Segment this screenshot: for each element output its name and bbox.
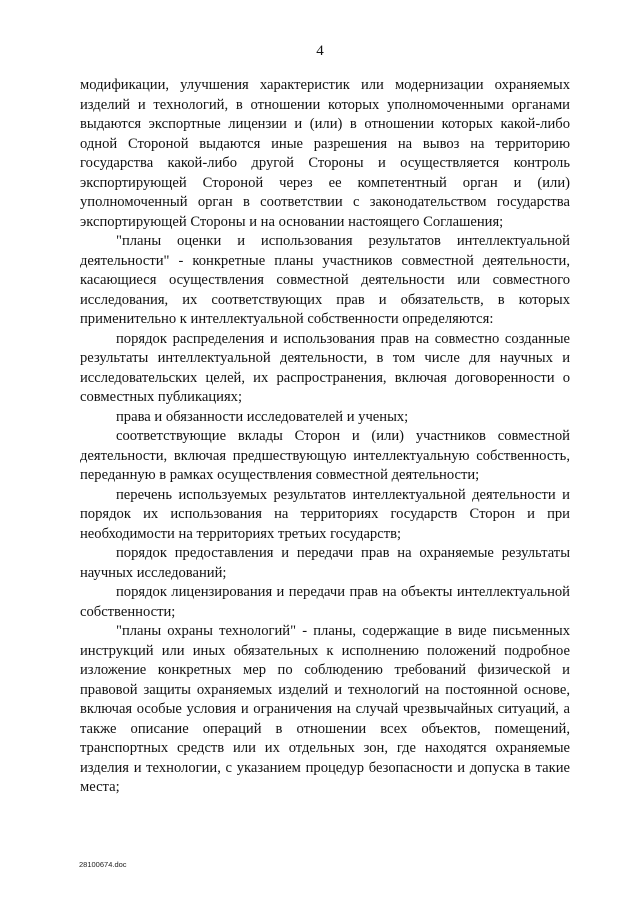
page-number: 4: [316, 43, 324, 59]
paragraph-licensing: порядок лицензирования и передачи прав на объекты интеллектуальной собственности;: [80, 584, 570, 620]
footer-filename: 28100674.doc: [79, 860, 127, 869]
paragraph-ip-plans-definition: "планы оценки и использования результатов интеллектуальной деятельности" - конкретные планы участников совместной деятельности, касающиеся осуществления совместной деятельности или совместного исследования, их соответствующих прав и обязательств, в которых применительно к интеллектуальной собственности определяются:: [80, 233, 570, 327]
paragraph-researcher-rights: права и обязанности исследователей и ученых;: [116, 408, 409, 425]
document-body: [80, 76, 570, 798]
paragraph-rights-transfer: порядок предоставления и передачи прав на охраняемые результаты научных исследований;: [80, 545, 570, 581]
paragraph-results-list: перечень используемых результатов интеллектуальной деятельности и порядок их использования на территориях государств Сторон и при необходимости на территориях третьих государств;: [80, 486, 570, 542]
paragraph-contributions: соответствующие вклады Сторон и (или) участников совместной деятельности, включая предшествующую интеллектуальную собственность, переданную в рамках осуществления совместной деятельности;: [80, 428, 570, 483]
paragraph-tech-protection-plans: "планы охраны технологий" - планы, содержащие в виде письменных инструкций или иных обязательных к исполнению положений подробное изложение конкретных мер по соблюдению требований физической и правовой защиты охраняемых изделий и технологий на постоянной основе, включая особые условия и ограничения на случай чрезвычайных ситуаций, а также описание операций в отношении всех объектов, помещений, транспортных средств или их отдельных зон, где находятся охраняемые изделия и технологии, с указанием процедур безопасности и допуска в такие места;: [80, 623, 570, 795]
paragraph-rights-distribution: порядок распределения и использования прав на совместно созданные результаты интеллектуальной деятельности, в том числе для научных и исследовательских целей, их распространения, включая договоренности о совместных публикациях;: [80, 330, 570, 405]
paragraph-continuation: модификации, улучшения характеристик или модернизации охраняемых изделий и технологий, в отношении которых уполномоченными органами выдаются экспортные лицензии и (или) в отношении которых какой-либо одной Стороной выдаются иные разрешения на вывоз на территорию государства какой-либо другой Стороны и осуществляется контроль экспортирующей Стороной через ее компетентный орган и (или) уполномоченный орган в соответствии с законодательством государства экспортирующей Стороны и на основании настоящего Соглашения;: [80, 77, 570, 230]
